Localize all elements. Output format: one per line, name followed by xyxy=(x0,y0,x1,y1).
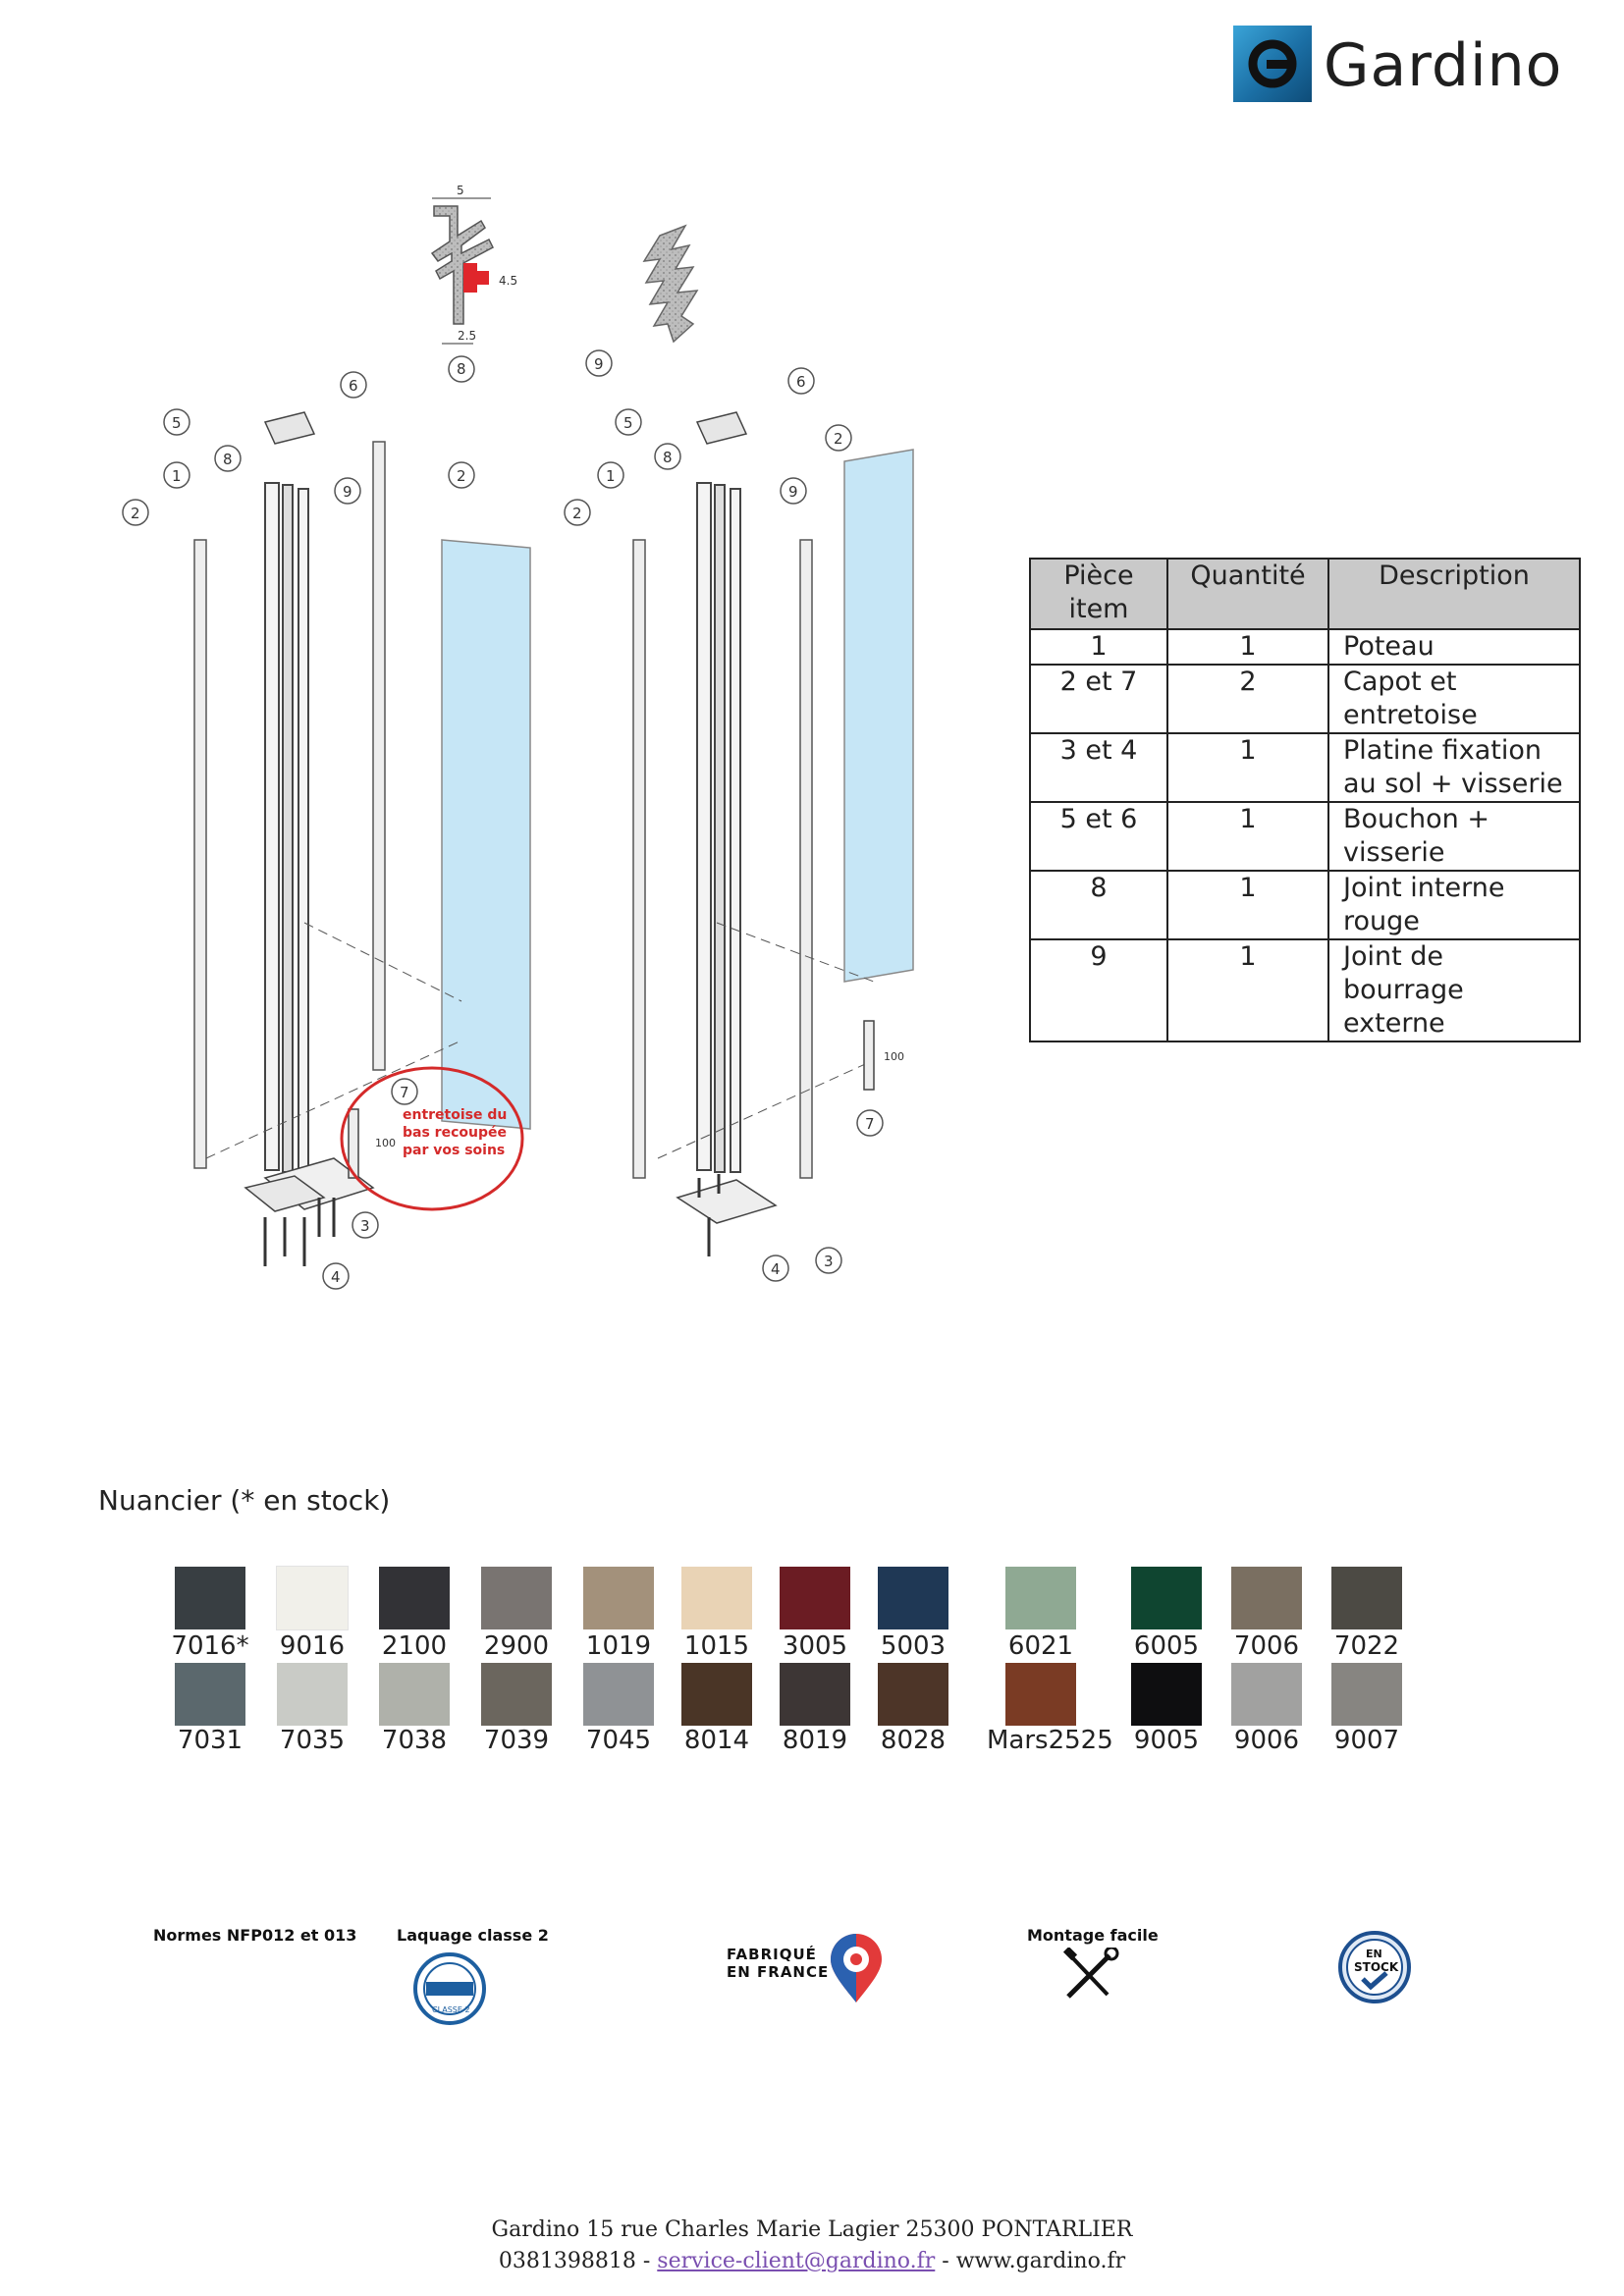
nuancier-title: Nuancier (* en stock) xyxy=(98,1484,391,1517)
fabrique-label: FABRIQUÉ EN FRANCE xyxy=(727,1946,830,1981)
svg-text:3: 3 xyxy=(824,1253,834,1270)
dim-width: 5 xyxy=(457,184,464,197)
swatch-2100 xyxy=(379,1567,450,1629)
brand-name: Gardino xyxy=(1324,31,1563,100)
svg-text:100: 100 xyxy=(375,1137,396,1149)
svg-text:100: 100 xyxy=(884,1050,904,1063)
swatch-8019 xyxy=(780,1663,850,1726)
svg-text:3: 3 xyxy=(360,1217,370,1235)
joint-9-profile xyxy=(644,226,697,342)
svg-text:7: 7 xyxy=(400,1084,409,1101)
swatch-1019 xyxy=(583,1567,654,1629)
cell-item: 1 xyxy=(1030,629,1167,665)
svg-text:EN: EN xyxy=(1366,1948,1382,1960)
svg-text:2: 2 xyxy=(457,467,466,485)
swatch-label: 7022 xyxy=(1333,1631,1400,1661)
swatch-label: 8028 xyxy=(880,1726,947,1755)
exploded-diagram xyxy=(108,177,972,1315)
en-stock-badge-icon xyxy=(1337,1930,1412,2004)
note-line-2: bas recoupée xyxy=(403,1125,507,1141)
svg-text:2: 2 xyxy=(834,430,843,448)
cell-item: 3 et 4 xyxy=(1030,733,1167,802)
brand-mark-icon xyxy=(1233,26,1312,102)
swatch-9007 xyxy=(1331,1663,1402,1726)
swatch-7045 xyxy=(583,1663,654,1726)
swatch-label: 8014 xyxy=(683,1726,750,1755)
swatch-5003 xyxy=(878,1567,948,1629)
swatch-label: 1019 xyxy=(585,1631,652,1661)
swatch-2900 xyxy=(481,1567,552,1629)
cell-desc: Bouchon + visserie xyxy=(1328,802,1580,871)
cell-item: 8 xyxy=(1030,871,1167,939)
cell-desc: Joint interne rouge xyxy=(1328,871,1580,939)
france-pin-icon xyxy=(827,1934,886,2004)
swatch-label: 2900 xyxy=(483,1631,550,1661)
cell-desc: Poteau xyxy=(1328,629,1580,665)
swatch-6005 xyxy=(1131,1567,1202,1629)
swatch-label: 1015 xyxy=(683,1631,750,1661)
laquage-label: Laquage classe 2 xyxy=(397,1926,549,1945)
tools-icon xyxy=(1060,1948,1119,2002)
cell-desc: Joint de bourrage externe xyxy=(1328,939,1580,1041)
swatch-label: 7035 xyxy=(279,1726,346,1755)
swatch-label: 8019 xyxy=(782,1726,848,1755)
swatch-7035 xyxy=(277,1663,348,1726)
swatch-7006 xyxy=(1231,1567,1302,1629)
table-row xyxy=(1030,802,1580,871)
footer-contacts: 0381398818 - service-client@gardino.fr - www.gardino.fr xyxy=(498,2249,1126,2273)
table-header-row xyxy=(1030,559,1580,629)
header-item: Pièce item xyxy=(1030,559,1167,629)
swatch-label: 7006 xyxy=(1233,1631,1300,1661)
table-row xyxy=(1030,939,1580,1041)
dim-height: 4.5 xyxy=(499,274,518,288)
table-row xyxy=(1030,871,1580,939)
cell-qty: 1 xyxy=(1167,939,1328,1041)
swatch-9016 xyxy=(277,1567,348,1629)
cell-qty: 2 xyxy=(1167,665,1328,733)
swatch-3005 xyxy=(780,1567,850,1629)
swatch-label: 5003 xyxy=(880,1631,947,1661)
swatch-label: Mars2525 xyxy=(987,1726,1113,1755)
footer xyxy=(0,2215,1624,2277)
swatch-label: 9007 xyxy=(1333,1726,1400,1755)
svg-text:2: 2 xyxy=(572,505,582,522)
swatch-8028 xyxy=(878,1663,948,1726)
note-line-1: entretoise du xyxy=(403,1107,508,1123)
swatch-label: 7039 xyxy=(483,1726,550,1755)
note-line-3: par vos soins xyxy=(403,1143,506,1158)
swatch-9006 xyxy=(1231,1663,1302,1726)
table-row xyxy=(1030,629,1580,665)
footer-email-link[interactable]: service-client@gardino.fr xyxy=(657,2249,936,2273)
footer-website[interactable]: www.gardino.fr xyxy=(955,2249,1126,2273)
cell-item: 9 xyxy=(1030,939,1167,1041)
svg-text:8: 8 xyxy=(663,449,673,466)
svg-text:9: 9 xyxy=(343,483,352,501)
svg-text:8: 8 xyxy=(223,451,233,468)
swatch-7016 xyxy=(175,1567,245,1629)
swatch-7039 xyxy=(481,1663,552,1726)
swatch-7038 xyxy=(379,1663,450,1726)
svg-text:7: 7 xyxy=(865,1115,875,1133)
normes-label: Normes NFP012 et 013 xyxy=(153,1926,357,1945)
swatch-label: 7038 xyxy=(381,1726,448,1755)
montage-label: Montage facile xyxy=(1027,1926,1159,1945)
qualicoat-seal-icon xyxy=(412,1951,487,2026)
svg-text:2: 2 xyxy=(131,505,140,522)
swatch-Mars2525 xyxy=(1005,1663,1076,1726)
svg-text:4: 4 xyxy=(771,1260,781,1278)
swatch-7022 xyxy=(1331,1567,1402,1629)
swatch-label: 7016* xyxy=(171,1631,249,1661)
cell-item: 2 et 7 xyxy=(1030,665,1167,733)
svg-text:5: 5 xyxy=(623,414,633,432)
swatch-6021 xyxy=(1005,1567,1076,1629)
header-qty: Quantité xyxy=(1167,559,1328,629)
joint-8-profile xyxy=(432,184,517,382)
swatch-label: 2100 xyxy=(381,1631,448,1661)
swatch-label: 9006 xyxy=(1233,1726,1300,1755)
cell-qty: 1 xyxy=(1167,733,1328,802)
cell-qty: 1 xyxy=(1167,802,1328,871)
swatch-label: 6021 xyxy=(1007,1631,1074,1661)
swatch-label: 6005 xyxy=(1133,1631,1200,1661)
swatch-9005 xyxy=(1131,1663,1202,1726)
swatch-label: 9016 xyxy=(279,1631,346,1661)
left-assembly xyxy=(194,412,530,1266)
cell-desc: Platine fixation au sol + visserie xyxy=(1328,733,1580,802)
svg-text:6: 6 xyxy=(349,377,358,395)
swatch-1015 xyxy=(681,1567,752,1629)
cell-qty: 1 xyxy=(1167,629,1328,665)
swatch-label: 3005 xyxy=(782,1631,848,1661)
swatch-7031 xyxy=(175,1663,245,1726)
svg-text:5: 5 xyxy=(172,414,182,432)
svg-text:8: 8 xyxy=(457,360,466,378)
svg-text:6: 6 xyxy=(796,373,806,391)
swatch-label: 9005 xyxy=(1133,1726,1200,1755)
cell-desc: Capot et entretoise xyxy=(1328,665,1580,733)
swatch-label: 7045 xyxy=(585,1726,652,1755)
svg-text:9: 9 xyxy=(788,483,798,501)
svg-text:4: 4 xyxy=(331,1268,341,1286)
footer-address: Gardino 15 rue Charles Marie Lagier 25300 PONTARLIER xyxy=(491,2217,1133,2242)
table-row xyxy=(1030,733,1580,802)
svg-text:1: 1 xyxy=(606,467,616,485)
cell-qty: 1 xyxy=(1167,871,1328,939)
footer-phone: 0381398818 xyxy=(498,2249,636,2273)
swatch-8014 xyxy=(681,1663,752,1726)
cell-item: 5 et 6 xyxy=(1030,802,1167,871)
seal-text: CLASSE 2 xyxy=(432,2005,470,2014)
header-desc: Description xyxy=(1328,559,1580,629)
svg-text:1: 1 xyxy=(172,467,182,485)
svg-text:9: 9 xyxy=(594,355,604,373)
dim-offset: 2.5 xyxy=(458,329,477,343)
swatch-label: 7031 xyxy=(177,1726,244,1755)
brand-logo xyxy=(1233,26,1577,104)
svg-text:STOCK: STOCK xyxy=(1354,1960,1399,1974)
parts-table xyxy=(1029,558,1581,1042)
table-row xyxy=(1030,665,1580,733)
